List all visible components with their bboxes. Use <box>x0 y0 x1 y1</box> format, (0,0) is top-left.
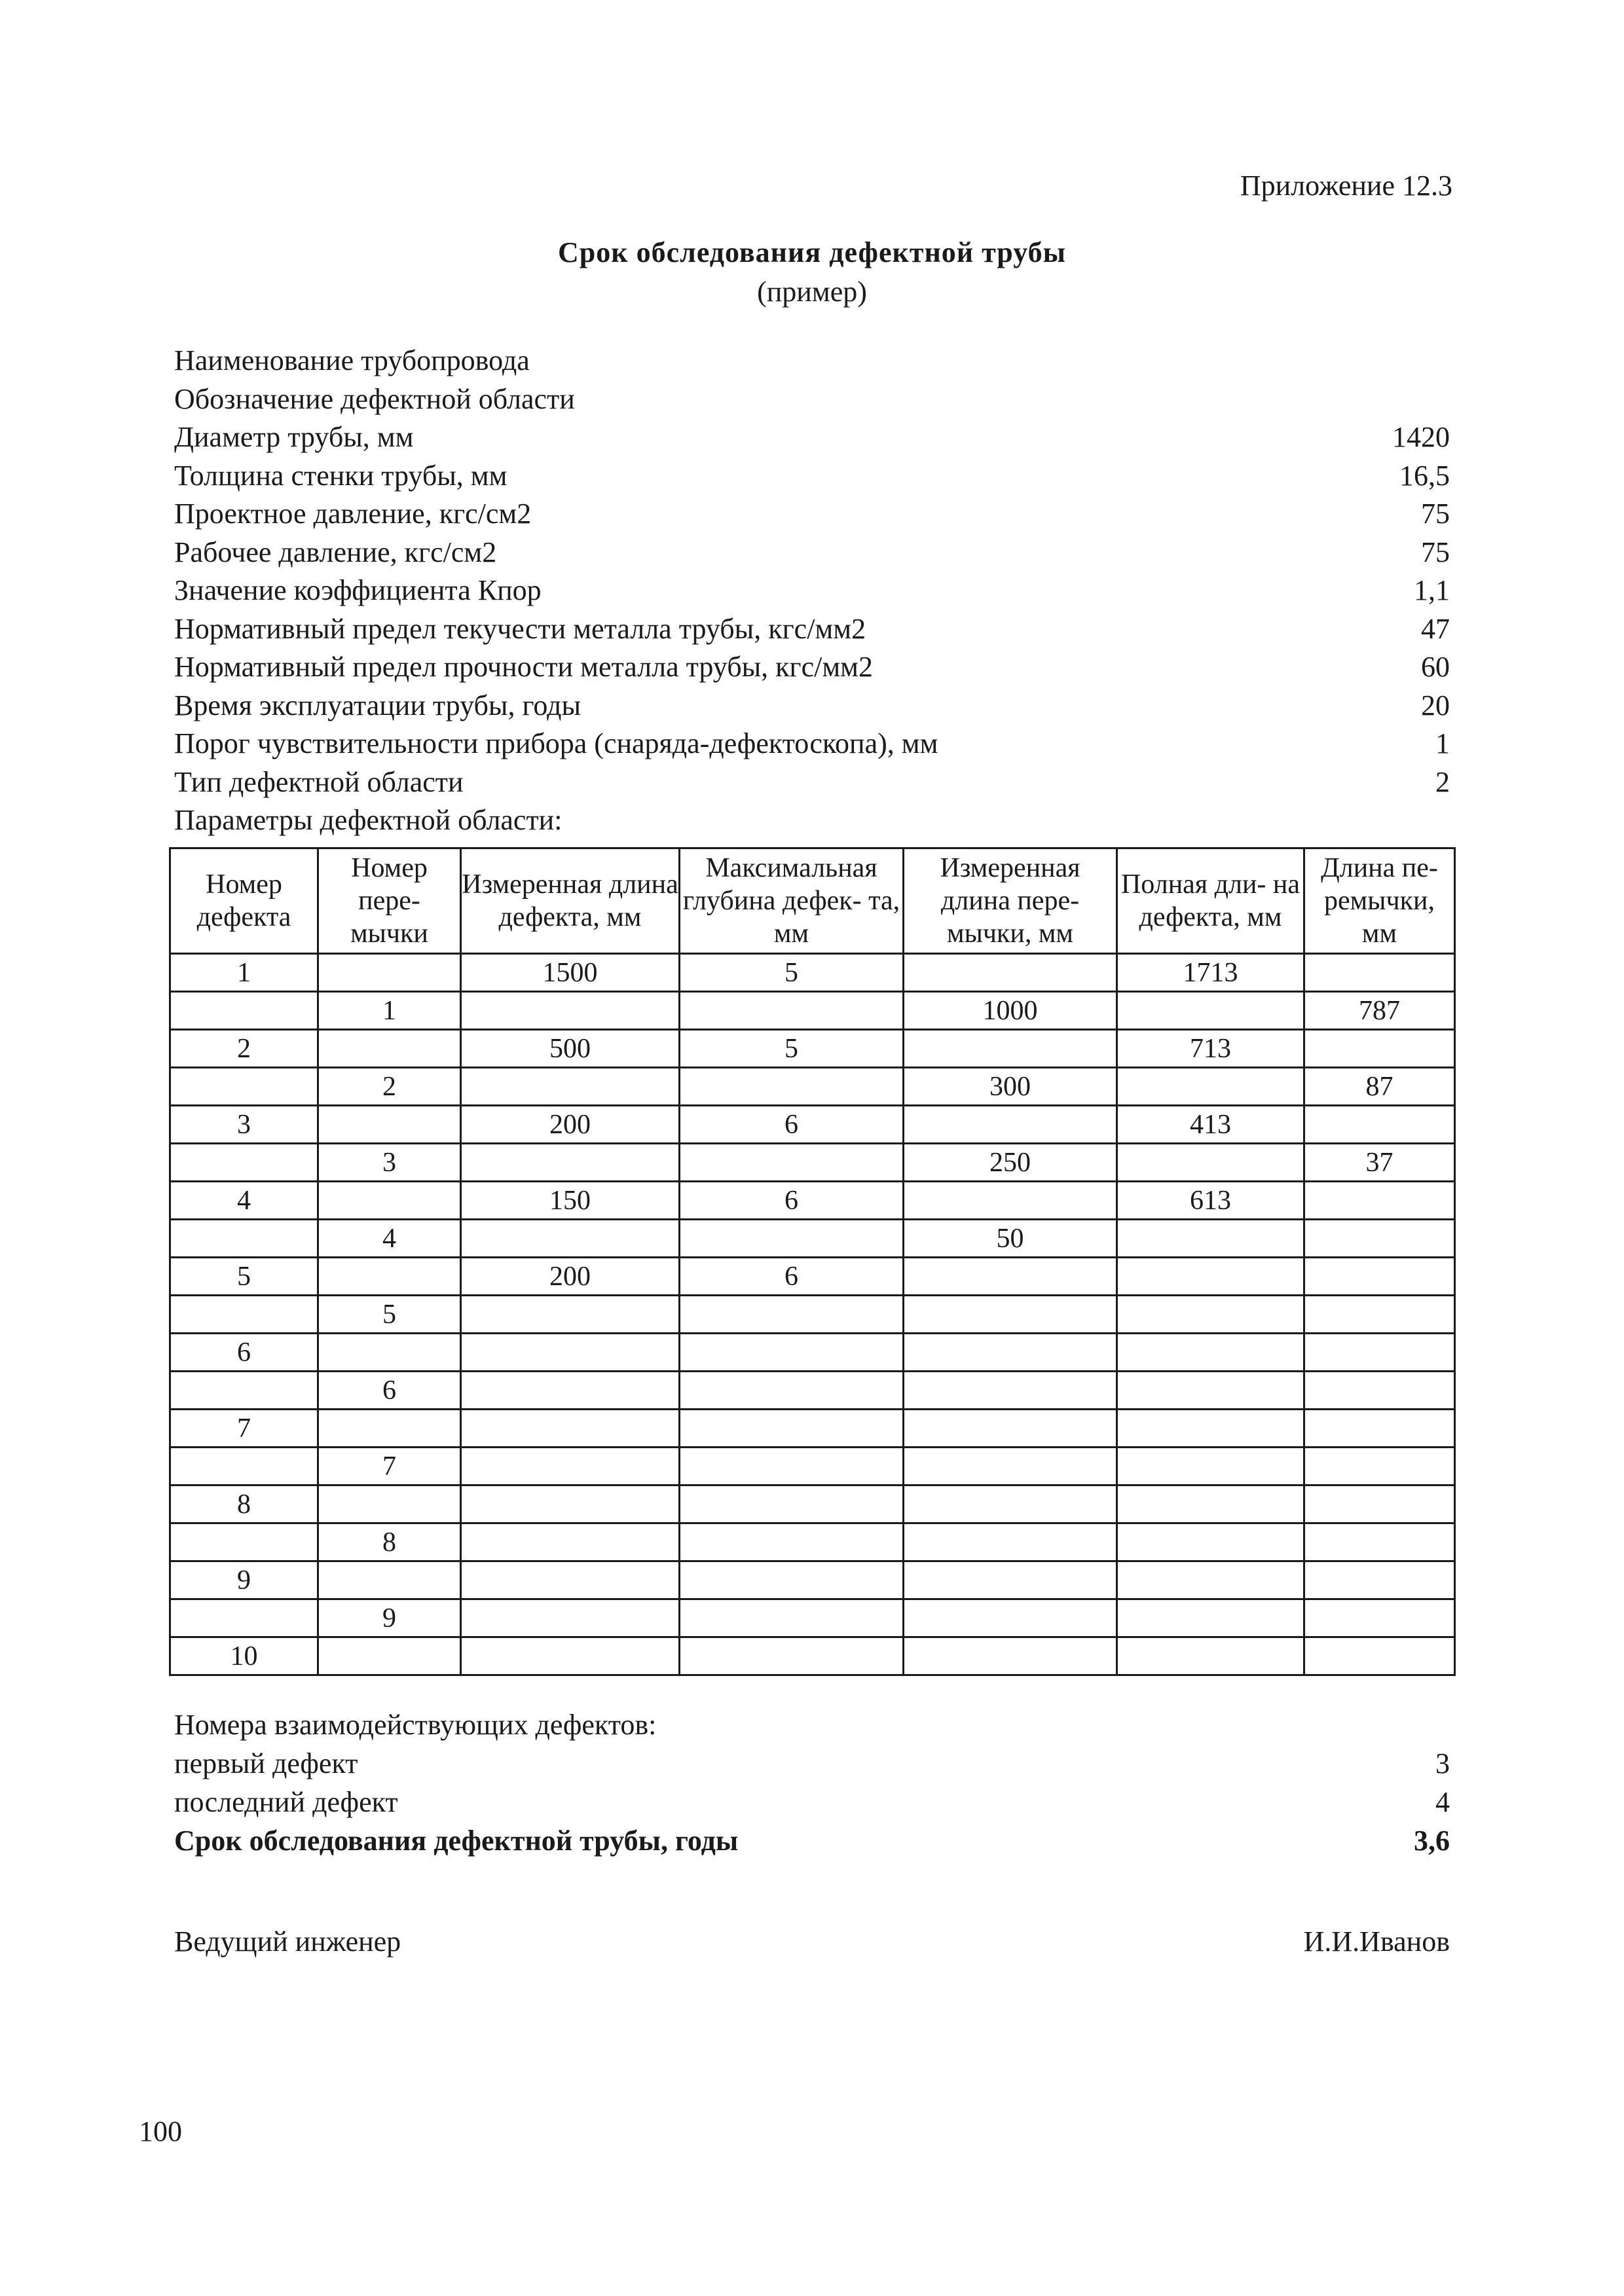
table-cell <box>170 1296 318 1334</box>
table-cell <box>318 954 461 992</box>
column-header: Номер дефекта <box>170 848 318 954</box>
result-value: 3,6 <box>1414 1825 1450 1857</box>
parameter-row <box>174 418 1450 457</box>
table-row <box>170 1068 1455 1106</box>
table-cell <box>461 1144 680 1182</box>
table-cell <box>461 1485 680 1523</box>
table-cell: 1 <box>170 954 318 992</box>
signature-role: Ведущий инженер <box>174 1925 401 1958</box>
table-cell: 787 <box>1304 992 1455 1030</box>
column-header: Длина пе- ремычки, мм <box>1304 848 1455 954</box>
column-header: Номер пере- мычки <box>318 848 461 954</box>
table-cell <box>1304 1182 1455 1220</box>
table-cell <box>1304 1410 1455 1448</box>
column-header: Измеренная длина пере- мычки, мм <box>904 848 1117 954</box>
table-cell <box>904 1561 1117 1599</box>
parameters-list <box>174 342 1450 840</box>
table-cell <box>904 1372 1117 1410</box>
table-cell: 9 <box>170 1561 318 1599</box>
table-cell <box>904 1296 1117 1334</box>
table-cell: 50 <box>904 1220 1117 1258</box>
interacting-heading: Номера взаимодействующих дефектов: <box>174 1709 657 1741</box>
table-cell <box>318 1561 461 1599</box>
defects-table <box>169 847 1456 1676</box>
table-cell <box>170 1220 318 1258</box>
table-cell <box>461 1637 680 1675</box>
table-cell: 1000 <box>904 992 1117 1030</box>
table-cell: 3 <box>318 1144 461 1182</box>
table-cell <box>170 1068 318 1106</box>
parameter-row <box>174 495 1450 534</box>
table-cell <box>1117 992 1304 1030</box>
table-row <box>170 1182 1455 1220</box>
parameter-label: Тип дефектной области <box>174 765 464 798</box>
table-cell <box>1117 1448 1304 1485</box>
appendix-label: Приложение 12.3 <box>1240 170 1452 202</box>
table-row <box>170 1561 1455 1599</box>
parameter-label: Нормативный предел текучести металла трубы, кгс/мм2 <box>174 612 866 645</box>
table-row <box>170 1220 1455 1258</box>
table-cell <box>461 1448 680 1485</box>
interacting-defects <box>174 1706 1450 1861</box>
table-cell <box>680 1372 904 1410</box>
signature-name: И.И.Иванов <box>1303 1925 1450 1958</box>
table-cell <box>461 992 680 1030</box>
parameter-value: 75 <box>1421 536 1450 568</box>
table-cell: 8 <box>170 1485 318 1523</box>
table-cell: 1 <box>318 992 461 1030</box>
table-cell <box>170 1448 318 1485</box>
parameter-row <box>174 763 1450 802</box>
table-cell <box>904 1448 1117 1485</box>
table-cell: 413 <box>1117 1106 1304 1144</box>
parameter-value: 1 <box>1435 727 1450 759</box>
table-cell: 9 <box>318 1599 461 1637</box>
parameter-label: Рабочее давление, кгс/см2 <box>174 536 497 568</box>
table-cell <box>680 1448 904 1485</box>
result-row <box>174 1822 1450 1861</box>
table-cell: 8 <box>318 1523 461 1561</box>
table-cell <box>1304 1258 1455 1296</box>
table-cell <box>680 1296 904 1334</box>
table-cell: 5 <box>680 954 904 992</box>
table-cell <box>318 1030 461 1068</box>
table-row <box>170 1523 1455 1561</box>
table-cell: 6 <box>170 1334 318 1372</box>
parameter-label: Наименование трубопровода <box>174 344 530 376</box>
table-cell: 5 <box>318 1296 461 1334</box>
table-cell <box>170 1599 318 1637</box>
parameter-value: 60 <box>1421 651 1450 683</box>
table-cell: 200 <box>461 1106 680 1144</box>
table-row <box>170 1030 1455 1068</box>
parameter-value: 47 <box>1421 612 1450 645</box>
table-cell: 7 <box>318 1448 461 1485</box>
table-cell <box>1304 1485 1455 1523</box>
table-cell <box>1117 1523 1304 1561</box>
table-cell: 150 <box>461 1182 680 1220</box>
table-row <box>170 1258 1455 1296</box>
table-row <box>170 992 1455 1030</box>
table-cell <box>1304 1296 1455 1334</box>
parameter-value: 2 <box>1435 765 1450 798</box>
table-cell <box>904 1599 1117 1637</box>
table-cell <box>461 1296 680 1334</box>
table-cell <box>318 1334 461 1372</box>
table-cell <box>1117 1258 1304 1296</box>
table-cell <box>1117 1144 1304 1182</box>
table-cell <box>170 1523 318 1561</box>
table-row <box>170 1637 1455 1675</box>
last-defect-row <box>174 1783 1450 1822</box>
table-cell <box>680 1637 904 1675</box>
parameter-label: Время эксплуатации трубы, годы <box>174 689 581 721</box>
table-cell <box>1117 1334 1304 1372</box>
page-number: 100 <box>139 2115 182 2147</box>
table-cell <box>1117 1410 1304 1448</box>
table-cell <box>170 1372 318 1410</box>
signature-block <box>174 1925 1450 1958</box>
table-cell <box>170 992 318 1030</box>
table-cell: 6 <box>318 1372 461 1410</box>
table-cell <box>904 1637 1117 1675</box>
parameter-row <box>174 572 1450 610</box>
table-cell <box>1117 1220 1304 1258</box>
table-cell <box>461 1220 680 1258</box>
table-cell <box>680 1485 904 1523</box>
table-cell: 1713 <box>1117 954 1304 992</box>
table-cell <box>680 1068 904 1106</box>
table-cell <box>904 1410 1117 1448</box>
document-title: Срок обследования дефектной трубы <box>558 236 1066 268</box>
table-cell: 300 <box>904 1068 1117 1106</box>
table-cell: 5 <box>170 1258 318 1296</box>
table-header-row <box>170 848 1455 954</box>
table-row <box>170 954 1455 992</box>
table-cell <box>170 1144 318 1182</box>
parameter-value: 1420 <box>1392 421 1450 453</box>
table-row <box>170 1296 1455 1334</box>
table-cell <box>680 992 904 1030</box>
parameter-label: Диаметр трубы, мм <box>174 421 414 453</box>
table-cell <box>1304 1637 1455 1675</box>
table-cell <box>318 1637 461 1675</box>
table-cell <box>1304 1561 1455 1599</box>
table-cell <box>461 1068 680 1106</box>
table-cell <box>1304 1372 1455 1410</box>
parameter-row <box>174 610 1450 649</box>
table-cell: 2 <box>318 1068 461 1106</box>
table-cell <box>904 1030 1117 1068</box>
table-cell: 6 <box>680 1106 904 1144</box>
parameter-row <box>174 725 1450 763</box>
column-header: Полная дли- на дефекта, мм <box>1117 848 1304 954</box>
table-cell <box>461 1410 680 1448</box>
table-row <box>170 1485 1455 1523</box>
table-cell <box>904 1485 1117 1523</box>
table-cell: 613 <box>1117 1182 1304 1220</box>
first-defect-row <box>174 1745 1450 1783</box>
table-row <box>170 1144 1455 1182</box>
last-defect-label: последний дефект <box>174 1786 398 1818</box>
table-cell <box>680 1220 904 1258</box>
table-cell <box>1304 1523 1455 1561</box>
table-cell <box>1304 1599 1455 1637</box>
table-cell <box>1304 1334 1455 1372</box>
table-cell <box>1117 1599 1304 1637</box>
table-cell <box>461 1561 680 1599</box>
parameter-value: 75 <box>1421 498 1450 530</box>
interacting-heading-row <box>174 1706 1450 1745</box>
table-cell <box>318 1106 461 1144</box>
parameter-row <box>174 801 1450 840</box>
parameter-row <box>174 380 1450 419</box>
parameter-row <box>174 342 1450 380</box>
table-cell <box>461 1523 680 1561</box>
result-label: Срок обследования дефектной трубы, годы <box>174 1825 739 1857</box>
parameter-label: Обозначение дефектной области <box>174 382 575 415</box>
table-cell: 7 <box>170 1410 318 1448</box>
table-cell <box>1117 1372 1304 1410</box>
table-row <box>170 1410 1455 1448</box>
parameter-row <box>174 457 1450 496</box>
table-cell <box>1304 1106 1455 1144</box>
parameter-label: Проектное давление, кгс/см2 <box>174 498 532 530</box>
table-cell <box>1117 1296 1304 1334</box>
table-row <box>170 1372 1455 1410</box>
column-header: Измеренная длина дефекта, мм <box>461 848 680 954</box>
table-cell <box>680 1144 904 1182</box>
table-cell <box>1304 954 1455 992</box>
table-cell <box>904 1334 1117 1372</box>
table-cell: 200 <box>461 1258 680 1296</box>
table-row <box>170 1106 1455 1144</box>
table-cell: 6 <box>680 1182 904 1220</box>
parameter-label: Нормативный предел прочности металла трубы, кгс/мм2 <box>174 651 874 683</box>
table-cell: 3 <box>170 1106 318 1144</box>
table-cell <box>1304 1220 1455 1258</box>
column-header: Максимальная глубина дефек- та, мм <box>680 848 904 954</box>
table-cell <box>904 1523 1117 1561</box>
table-cell: 5 <box>680 1030 904 1068</box>
parameter-value: 20 <box>1421 689 1450 721</box>
first-defect-value: 3 <box>1435 1747 1450 1779</box>
table-cell <box>318 1182 461 1220</box>
parameter-label: Толщина стенки трубы, мм <box>174 459 507 492</box>
table-cell <box>680 1599 904 1637</box>
table-cell <box>1117 1637 1304 1675</box>
table-cell: 250 <box>904 1144 1117 1182</box>
table-cell <box>904 1106 1117 1144</box>
parameter-row <box>174 534 1450 572</box>
table-cell <box>680 1561 904 1599</box>
first-defect-label: первый дефект <box>174 1747 358 1779</box>
table-cell <box>318 1258 461 1296</box>
table-cell <box>904 1182 1117 1220</box>
table-cell: 2 <box>170 1030 318 1068</box>
table-cell: 713 <box>1117 1030 1304 1068</box>
table-cell <box>904 954 1117 992</box>
table-cell <box>461 1372 680 1410</box>
table-cell <box>1117 1485 1304 1523</box>
last-defect-value: 4 <box>1435 1786 1450 1818</box>
table-cell <box>461 1334 680 1372</box>
table-cell <box>1117 1561 1304 1599</box>
parameter-label: Параметры дефектной области: <box>174 804 563 836</box>
table-cell: 1500 <box>461 954 680 992</box>
table-cell <box>318 1410 461 1448</box>
parameter-label: Значение коэффициента Кпор <box>174 574 542 606</box>
table-cell: 4 <box>318 1220 461 1258</box>
table-cell <box>680 1523 904 1561</box>
table-row <box>170 1599 1455 1637</box>
parameter-value: 1,1 <box>1414 574 1450 606</box>
document-subtitle: (пример) <box>757 276 867 308</box>
table-cell: 4 <box>170 1182 318 1220</box>
table-cell <box>461 1599 680 1637</box>
parameter-value: 16,5 <box>1399 459 1450 492</box>
parameter-row <box>174 687 1450 725</box>
table-cell <box>1304 1030 1455 1068</box>
table-cell: 6 <box>680 1258 904 1296</box>
table-row <box>170 1448 1455 1485</box>
parameter-label: Порог чувствительности прибора (снаряда-дефектоскопа), мм <box>174 727 938 759</box>
parameter-row <box>174 648 1450 687</box>
table-row <box>170 1334 1455 1372</box>
table-cell: 37 <box>1304 1144 1455 1182</box>
table-cell <box>680 1334 904 1372</box>
table-cell: 87 <box>1304 1068 1455 1106</box>
table-cell: 500 <box>461 1030 680 1068</box>
table-cell <box>1304 1448 1455 1485</box>
table-cell <box>904 1258 1117 1296</box>
table-cell <box>1117 1068 1304 1106</box>
table-cell <box>680 1410 904 1448</box>
table-cell: 10 <box>170 1637 318 1675</box>
table-cell <box>318 1485 461 1523</box>
